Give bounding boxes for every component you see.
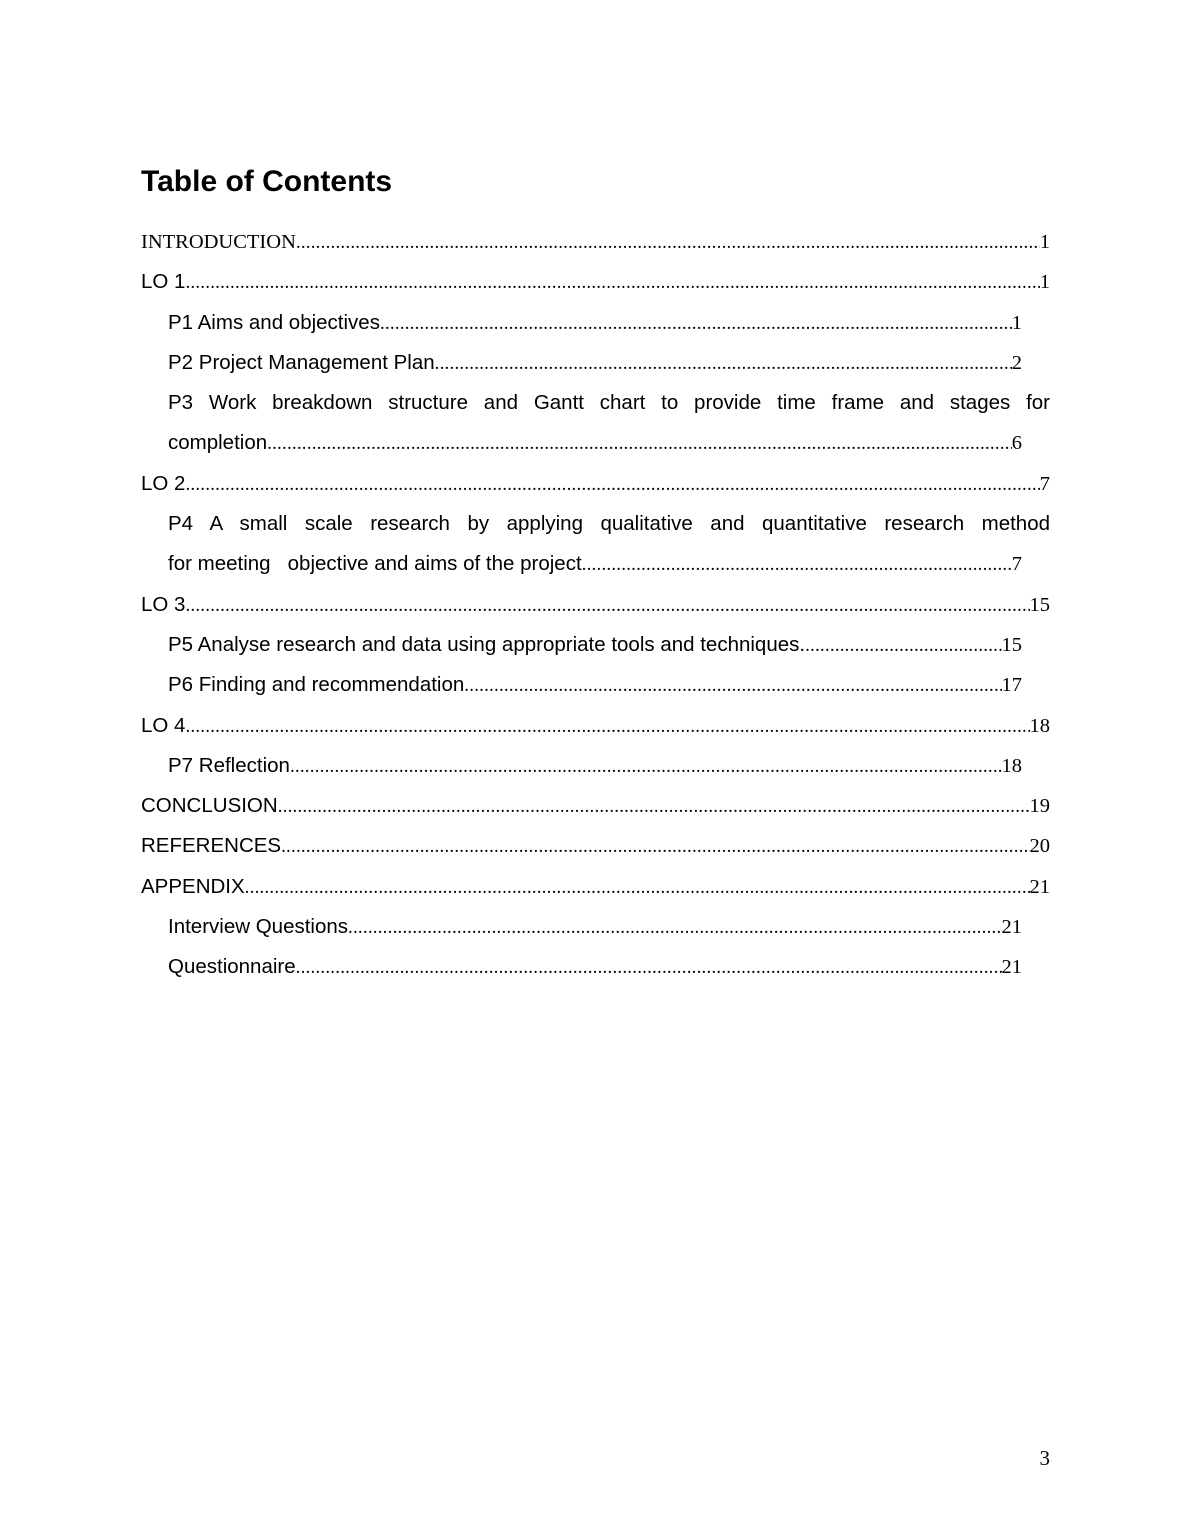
toc-page-number: 20 — [1029, 835, 1050, 858]
toc-entry-label-line1: P3 Work breakdown structure and Gantt chart to provide time frame and stages for — [168, 391, 1050, 415]
toc-entry-label: LO 2 — [141, 471, 186, 495]
toc-entry-lo3[interactable] — [141, 585, 1050, 625]
dot-leader — [464, 666, 1001, 706]
toc-entry-label: INTRODUCTION — [141, 231, 296, 253]
dot-leader — [805, 626, 1001, 666]
toc-entry-p1[interactable] — [168, 303, 1022, 343]
toc-page-number: 21 — [1029, 875, 1050, 898]
toc-entry-lo1[interactable] — [141, 262, 1050, 302]
toc-entry-conclusion[interactable] — [141, 786, 1050, 826]
toc-entry-label: REFERENCES — [141, 834, 282, 858]
toc-entry-label: P1 Aims and objectives — [168, 310, 380, 334]
toc-entry-interview-questions[interactable] — [168, 907, 1022, 947]
toc-page-number: 1 — [1039, 271, 1050, 294]
toc-page-number: 7 — [1011, 553, 1022, 576]
dot-leader — [582, 545, 1012, 585]
dot-leader — [185, 263, 1039, 303]
toc-entry-label: LO 4 — [141, 713, 186, 737]
toc-entry-label: LO 1 — [141, 270, 186, 294]
toc-entry-questionnaire[interactable] — [168, 947, 1022, 987]
toc-page-number: 18 — [1001, 754, 1022, 777]
toc-entry-label: CONCLUSION — [141, 794, 278, 818]
dot-leader — [348, 908, 1001, 948]
toc-entry-lo2[interactable] — [141, 464, 1050, 504]
toc-entry-p2[interactable] — [168, 343, 1022, 383]
dot-leader — [296, 223, 1040, 263]
toc-entry-label: LO 3 — [141, 592, 186, 616]
toc-entry-label: P2 Project Management Plan — [168, 350, 435, 374]
toc-entry-p7[interactable] — [168, 746, 1022, 786]
toc-page-number: 1 — [1011, 311, 1022, 334]
toc-entry-label-line2: completion — [168, 431, 268, 455]
table-of-contents — [141, 222, 1050, 988]
dot-leader — [185, 465, 1039, 505]
toc-entry-p4[interactable] — [168, 504, 1050, 585]
toc-entry-label-line1: P4 A small scale research by applying qualitative and quantitative research method — [168, 512, 1050, 536]
toc-entry-label: P5 Analyse research and data using appropriate tools and techniques. — [168, 632, 806, 656]
dot-leader — [281, 827, 1029, 867]
page-number: 3 — [1039, 1446, 1050, 1470]
dot-leader — [245, 868, 1030, 908]
toc-entry-label: Interview Questions — [168, 915, 349, 939]
toc-page-number: 1 — [1039, 231, 1050, 253]
toc-entry-appendix[interactable] — [141, 867, 1050, 907]
toc-page-number: 17 — [1001, 674, 1022, 697]
toc-page-number: 19 — [1029, 795, 1050, 818]
toc-page-number: 18 — [1029, 714, 1050, 737]
dot-leader — [290, 747, 1002, 787]
toc-entry-introduction[interactable] — [141, 222, 1050, 262]
dot-leader — [296, 948, 1002, 988]
toc-page-number: 2 — [1011, 351, 1022, 374]
toc-page-number: 21 — [1001, 956, 1022, 979]
toc-entry-p6[interactable] — [168, 665, 1022, 705]
toc-entry-lo4[interactable] — [141, 706, 1050, 746]
dot-leader — [267, 424, 1012, 464]
toc-entry-references[interactable] — [141, 826, 1050, 866]
toc-entry-p3[interactable] — [168, 383, 1050, 464]
dot-leader — [435, 344, 1012, 384]
toc-entry-label: P7 Reflection — [168, 753, 290, 777]
dot-leader — [185, 586, 1029, 626]
toc-entry-label: Questionnaire — [168, 955, 296, 979]
toc-page-number: 7 — [1039, 472, 1050, 495]
toc-entry-p5[interactable] — [168, 625, 1022, 665]
page-title: Table of Contents — [141, 165, 393, 198]
toc-entry-label: APPENDIX — [141, 874, 245, 898]
toc-entry-label: P6 Finding and recommendation — [168, 673, 465, 697]
dot-leader — [185, 707, 1029, 747]
toc-page-number: 15 — [1029, 593, 1050, 616]
dot-leader — [380, 304, 1012, 344]
toc-entry-label-line2: for meeting objective and aims of the project — [168, 552, 582, 576]
toc-page-number: 15 — [1001, 633, 1022, 656]
dot-leader — [278, 787, 1030, 827]
toc-page-number: 6 — [1011, 432, 1022, 455]
toc-page-number: 21 — [1001, 916, 1022, 939]
